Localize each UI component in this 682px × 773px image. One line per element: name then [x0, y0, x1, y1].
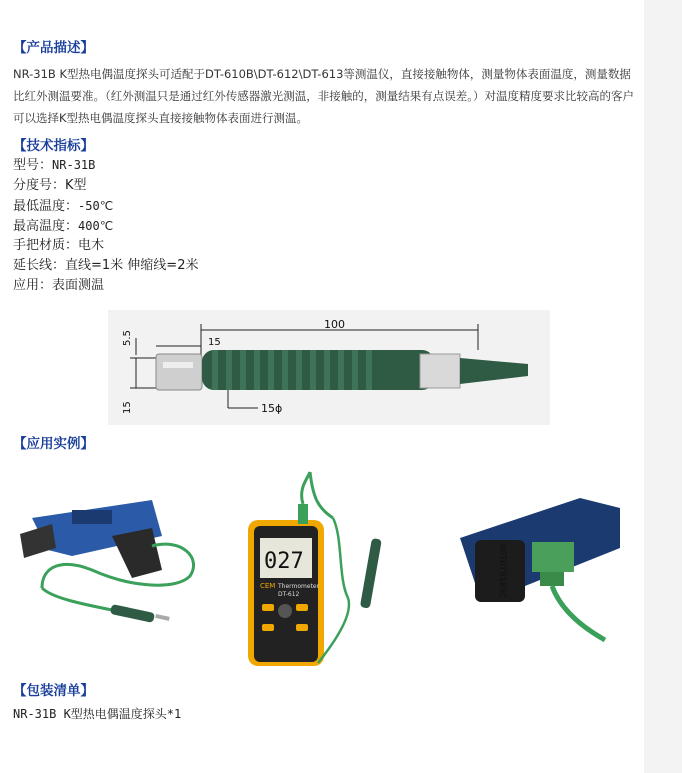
handle-rib	[268, 350, 274, 390]
meter-brand: CEM	[260, 582, 276, 590]
handle-rib	[254, 350, 260, 390]
package-item: NR-31B K型热电偶温度探头*1	[13, 707, 182, 721]
probe-handle	[202, 350, 434, 390]
handle-rib	[212, 350, 218, 390]
photo-connector-closeup	[420, 478, 630, 643]
dim-offset-label: 5.5	[122, 330, 133, 346]
bracket-close: 】	[80, 436, 94, 452]
spec-row-cable	[13, 256, 198, 276]
handle-rib	[282, 350, 288, 390]
spec-label: 型号：	[13, 158, 53, 173]
green-connector-body	[540, 572, 564, 586]
handle-rib	[352, 350, 358, 390]
spec-label: 应用：	[13, 278, 53, 293]
spec-value: NR-31B	[52, 158, 96, 172]
handle-rib	[366, 350, 372, 390]
meter-model: DT-612	[278, 591, 300, 598]
spec-row-graduation	[13, 176, 87, 196]
dim-diameter-label: 15ϕ	[261, 402, 283, 415]
spec-value: 电木	[78, 238, 105, 253]
bracket-close: 】	[80, 40, 94, 56]
spec-label: 手把材质：	[13, 238, 79, 253]
bracket-open: 【	[13, 683, 27, 699]
bracket-close: 】	[80, 138, 94, 154]
handle-rib	[240, 350, 246, 390]
spec-label: 分度号：	[13, 178, 66, 193]
meter-label: Thermometer	[278, 583, 320, 590]
right-scrollbar-strip	[644, 0, 682, 773]
spec-label: 最高温度：	[13, 219, 79, 234]
probe-wand-tip	[155, 614, 170, 621]
spec-row-application	[13, 276, 104, 296]
probe-cable	[42, 588, 112, 610]
dim-tip-label: 15	[208, 337, 221, 348]
spec-value: K型	[65, 178, 87, 193]
meter-button-1	[262, 604, 274, 611]
handle-rib	[310, 350, 316, 390]
bracket-close: 】	[80, 683, 94, 699]
handle-rib	[324, 350, 330, 390]
spec-label: 最低温度：	[13, 199, 79, 214]
meter-button-power	[278, 604, 292, 618]
package-title: 包装清单	[26, 683, 81, 699]
meter-button-2	[296, 604, 308, 611]
meter-reading: 027	[264, 549, 304, 574]
spec-row-handle	[13, 236, 104, 256]
handle-rib	[338, 350, 344, 390]
spec-value: 400℃	[78, 219, 114, 233]
bracket-open: 【	[13, 436, 27, 452]
photo-ir-thermometer-with-probe	[12, 478, 212, 643]
probe-dimension-diagram	[108, 310, 550, 425]
meter-probe-wand	[360, 538, 382, 609]
probe-metal-tip	[156, 354, 202, 390]
description-text: NR-31B K型热电偶温度探头可适配于DT-610B\DT-612\DT-613等测温仪，直接接触物体，测量物体表面温度，测量数据比红外测温要准。（红外测温只是通过红外传感器激光测温，非接触的，测量结果有点误差。）对温度精度要求比较高的客户可以选择K型热电偶温度探头直接接触物体表面进行测温。	[13, 67, 634, 125]
gun-nose	[20, 524, 56, 558]
spec-row-model	[13, 155, 95, 176]
gun-label-area	[72, 510, 112, 524]
specs-title: 技术指标	[26, 138, 81, 154]
meter-button-4	[296, 624, 308, 631]
spec-value: 直线=1米 伸缩线=2米	[65, 258, 199, 273]
examples-title: 应用实例	[26, 436, 81, 452]
handle-rib	[296, 350, 302, 390]
dim-height-label: 15	[122, 401, 133, 414]
green-connector	[532, 542, 574, 572]
description-title: 产品描述	[26, 40, 81, 56]
bracket-open: 【	[13, 138, 27, 154]
dim-length-label: 100	[324, 318, 345, 331]
probe-wand	[110, 604, 155, 623]
handle-rib	[226, 350, 232, 390]
spec-row-max-temp	[13, 216, 113, 237]
meter-connector	[298, 504, 308, 524]
spec-value: 表面测温	[52, 278, 105, 293]
examples-heading	[13, 436, 94, 452]
spec-value: -50℃	[78, 199, 114, 213]
spec-row-min-temp	[13, 196, 113, 217]
bracket-open: 【	[13, 40, 27, 56]
meter-button-3	[262, 624, 274, 631]
specs-heading	[13, 138, 94, 154]
connector-cable	[552, 586, 605, 640]
probe-collar	[420, 354, 460, 388]
spec-label: 延长线：	[13, 258, 66, 273]
package-heading	[13, 683, 94, 699]
probe-tip-highlight	[163, 362, 193, 368]
adapter-label: NOTDT9109C	[497, 544, 507, 599]
photo-dt612-meter	[238, 468, 408, 668]
description-heading	[13, 40, 94, 56]
